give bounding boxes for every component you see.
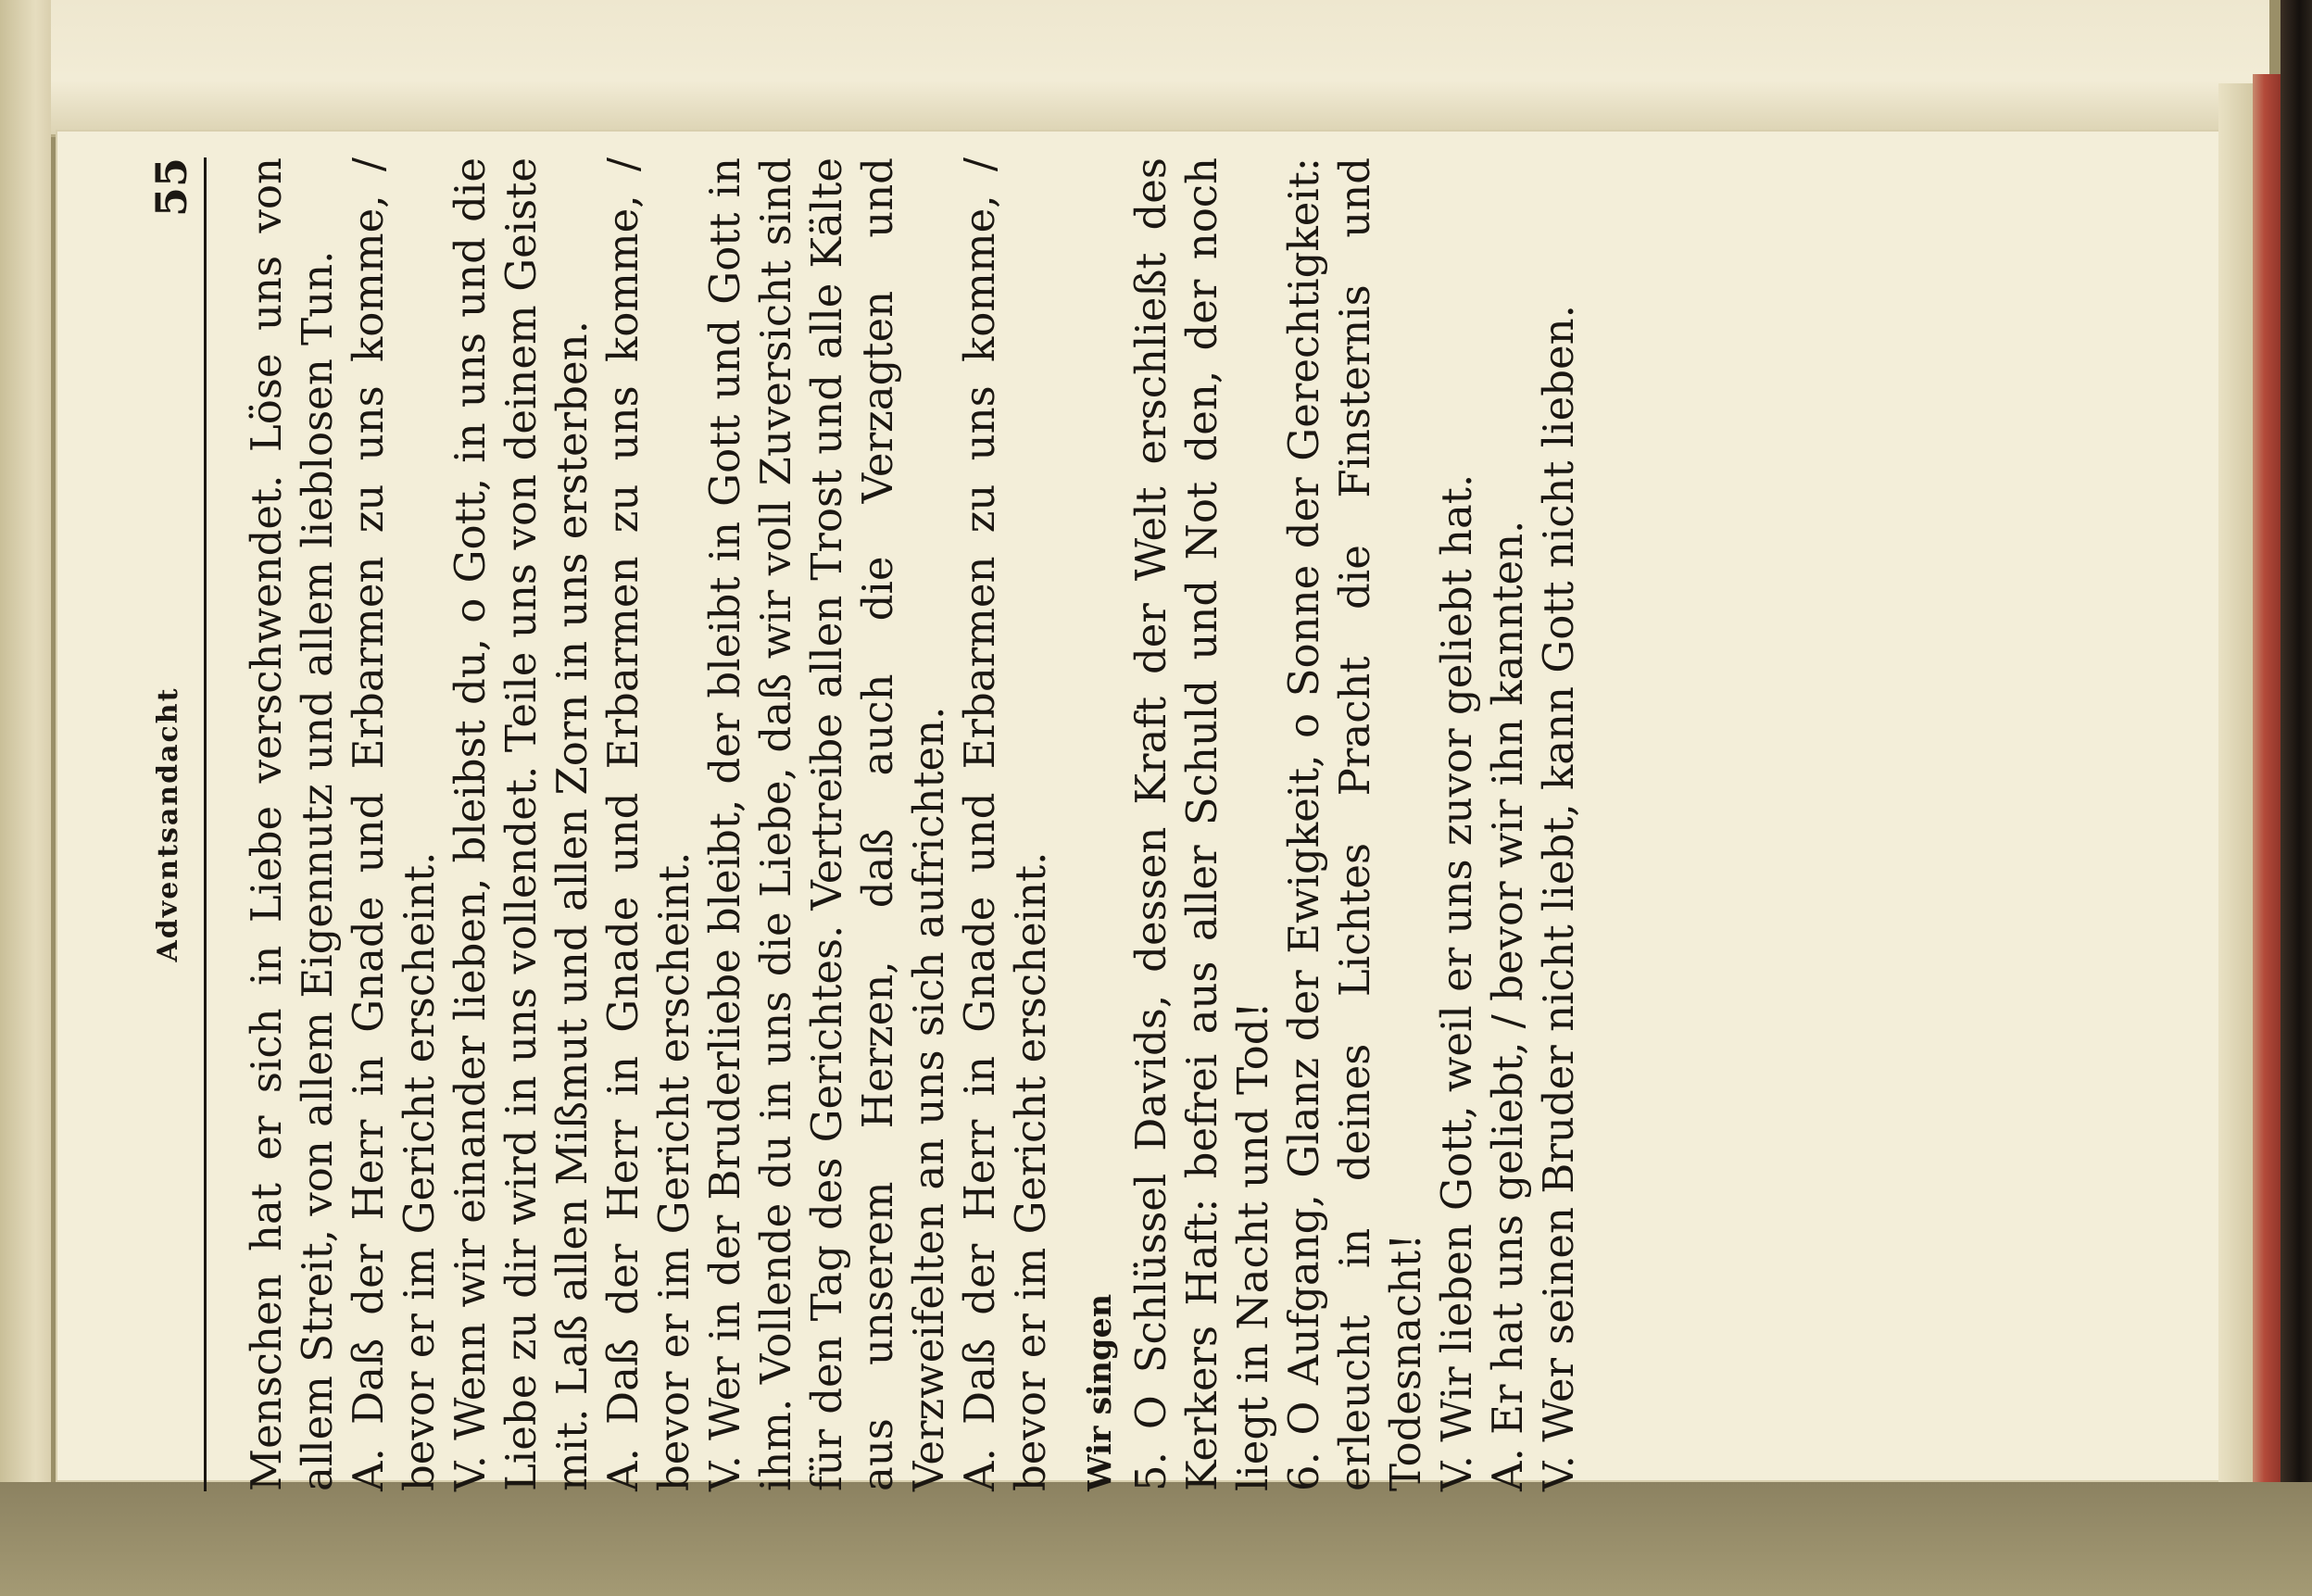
running-head [148, 157, 207, 1491]
hymn-verse-6: 6. O Aufgang, Glanz der Ewigkeit, o Sonne der Gerechtigkeit: erleucht in deines Lichtes Pracht die Finsternis und Todesnacht! [1279, 157, 1430, 1491]
page-text-block [148, 157, 2205, 1491]
closing-versicle-2: V. Wer seinen Bruder nicht liebt, kann Gott nicht lieben. [1534, 305, 1583, 1491]
page-body [241, 157, 1584, 1491]
closing-versicle-1: V. Wir lieben Gott, weil er uns zuvor geliebt hat. [1432, 473, 1481, 1491]
response-3: A. Daß der Herr in Gnade und Erbarmen zu uns komme, / bevor er im Gericht erscheint. [955, 157, 1055, 1491]
section-gap [1056, 157, 1074, 1491]
response-1: A. Daß der Herr in Gnade und Erbarmen zu uns komme, / bevor er im Gericht erscheint. [344, 157, 444, 1491]
running-head-title: Adventsandacht [152, 686, 184, 962]
page-number: 55 [146, 157, 196, 218]
response-2: A. Daß der Herr in Gnade und Erbarmen zu uns komme, / bevor er im Gericht erscheint. [598, 157, 698, 1491]
passage-3: V. Wer in der Bruderliebe bleibt, der bleibt in Gott und Gott in ihm. Vollende du in uns die Liebe, daß wir voll Zuversicht sind für den Tag des Gerichtes. Vertreibe allen Trost und alle Kälte aus unserem Herzen, daß auch die Verzagten und Verzweifelten an uns sich aufrichten. [700, 157, 953, 1491]
passage-2: V. Wenn wir einander lieben, bleibst du, o Gott, in uns und die Liebe zu dir wird in uns vollendet. Teile uns von deinem Geiste mit. Laß allen Mißmut und allen Zorn in uns ersterben. [446, 157, 597, 1491]
red-page-edge [2253, 74, 2282, 1482]
closing-response: A. Er hat uns geliebt, / bevor wir ihn kannten. [1483, 520, 1532, 1491]
table-surface [0, 1482, 2312, 1596]
previous-page-strip [0, 0, 51, 1596]
book-spine [2281, 0, 2312, 1596]
section-heading: Wir singen [1081, 1293, 1119, 1491]
hymn-verse-5: 5. O Schlüssel Davids, dessen Kraft der Welt erschließt des Kerkers Haft: befrei aus aller Schuld und Not den, der noch liegt in Nacht und Tod! [1126, 157, 1277, 1491]
passage-1: Menschen hat er sich in Liebe verschwendet. Löse uns von allem Streit, von allem Eigennutz und allem lieblosen Tun. [242, 157, 342, 1491]
page-edges [2218, 83, 2255, 1491]
facing-page [51, 0, 2269, 137]
